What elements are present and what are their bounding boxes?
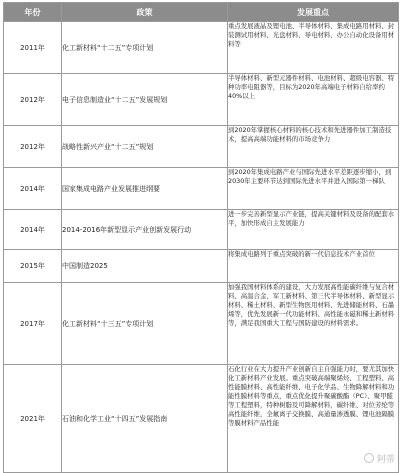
year-cell: 2014年 [4,210,62,250]
year-cell: 2012年 [4,74,62,126]
policy-cell: 石油和化学工业“十四五”发展指南 [62,365,228,473]
year-cell: 2014年 [4,168,62,210]
policy-cell: 中国制造2025 [62,250,228,283]
year-cell: 2021年 [4,365,62,473]
focus-cell: 半导体材料、新型元器件材料、电池材料、超级电容器、特种功率电阻器等，目标为2020年高端电子材料自给率约40%以上 [228,74,399,126]
focus-cell: 加强我国材料体系的建设，大力发展高性能碳纤维与复合材料、高温合金、军工新材料、第三代半导体材料、新型显示材料、稀土材料、新型生物医用材料、先进储能材料、石墨烯等，优先发展新一代功能材料、高性能永磁和稀土新材料等，满足我国重大工程与国防建设的材料需求。 [228,283,399,365]
year-cell: 2012年 [4,126,62,168]
focus-cell: 到2020年掌握核心材料的核心技术和先进器件加工制造技术，提高高端功能材料的市场竞争力 [228,126,399,168]
table-row [4,210,399,250]
header-year: 年份 [4,3,62,22]
table-row [4,168,399,210]
focus-cell: 将集成电路列于重点突破的新一代信息技术产业首位 [228,250,399,283]
focus-cell: 重点发展液晶及锂电池、半导体材料、集成电路用材料、封装测试用材料、光盘材料、导电材料、办公自动化设备用材料等 [228,22,399,74]
watermark-logo-icon [364,453,374,463]
header-focus: 发展重点 [228,3,399,22]
policy-table [3,2,399,473]
policy-cell: 化工新材料“十三五”专项计划 [62,283,228,365]
year-cell: 2011年 [4,22,62,74]
policy-cell: 电子信息制造业“十二五”发展规划 [62,74,228,126]
table-row [4,74,399,126]
year-cell: 2017年 [4,283,62,365]
table-header-row [4,3,399,22]
year-cell: 2015年 [4,250,62,283]
table-row [4,250,399,283]
focus-cell: 石化行业在大力提升产业创新自主自强能力时，要尤其加快化工新材料产业发展。重点突破高端聚烯烃、工程塑料、高性能膜材料、高性能纤维、电子化学品、生物降解材料和功能性膜材料等重点，重点优化提升聚碳酸酯（PC）、聚甲醛等工程塑料，特种树脂及可降解材料，碳纤维、对位芳纶等高性能纤维，全氟离子交换膜、高通量渗透膜、锂电池隔膜等膜材料产品性能 [228,365,399,473]
watermark-text: 阿蒂 [376,455,395,465]
table-row [4,126,399,168]
watermark [364,452,395,465]
policy-cell: 化工新材料“十二五”专项计划 [62,22,228,74]
policy-cell: 2014-2016年新型显示产业创新发展行动 [62,210,228,250]
policy-cell: 战略性新兴产业“十二五”规划 [62,126,228,168]
table-row [4,365,399,473]
header-policy: 政策 [62,3,228,22]
policy-cell: 国家集成电路产业发展推进纲要 [62,168,228,210]
table-row [4,22,399,74]
focus-cell: 到2020年集成电路产业与国际先进水平差距逐步缩小，到2030年主要环节达到国际先进水平并进入国际第一梯队 [228,168,399,210]
focus-cell: 进一步完善新型显示产业链，提高关键材料及设备的配套水平，加快形成自主发展能力 [228,210,399,250]
table-row [4,283,399,365]
